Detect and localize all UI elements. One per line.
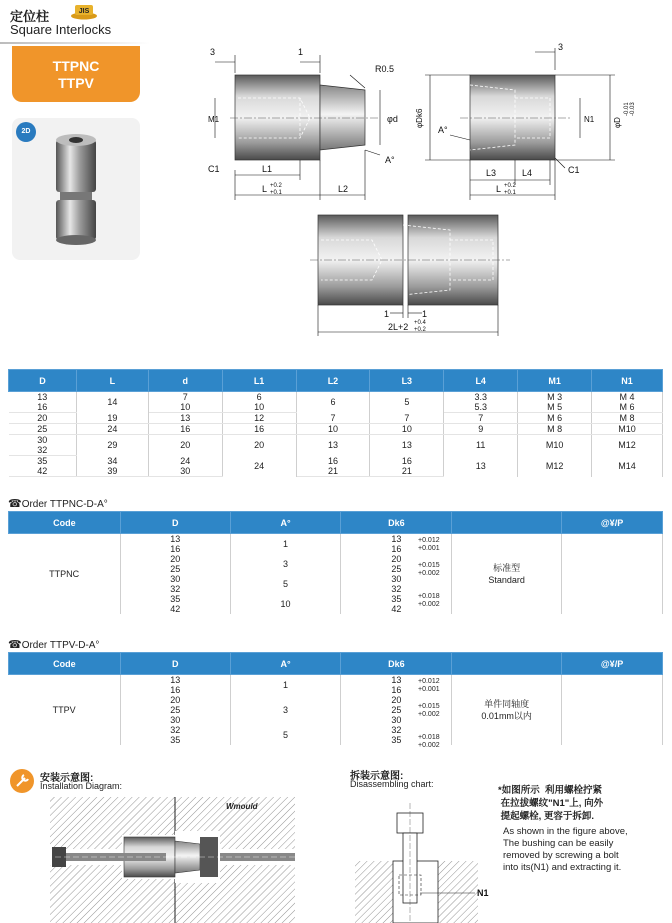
svg-text:φD: φD xyxy=(613,117,622,128)
table-cell: 3 xyxy=(230,554,341,574)
col-header: M1 xyxy=(518,370,592,392)
table-cell: 13 xyxy=(9,392,77,403)
table-cell: 30 xyxy=(341,574,452,584)
table-cell: 42 xyxy=(341,604,452,614)
col-header: @¥/P xyxy=(562,653,663,675)
table-cell: 20 xyxy=(120,695,230,705)
table-row xyxy=(9,456,663,467)
svg-text:L2: L2 xyxy=(338,184,349,194)
table-row xyxy=(9,413,663,424)
disassembly-diagram xyxy=(350,793,500,923)
table-cell: 32 xyxy=(341,725,452,735)
table-cell: 25 xyxy=(341,705,452,715)
col-header: L3 xyxy=(370,370,444,392)
table-cell: 单件同轴度 0.01mm以内 xyxy=(452,675,562,746)
table-cell: 19 xyxy=(76,413,148,424)
svg-text:1: 1 xyxy=(422,309,428,319)
table-cell: 25 xyxy=(120,564,230,574)
table-cell: 35 xyxy=(120,735,230,745)
table-cell: 7 xyxy=(148,392,222,403)
svg-text:L: L xyxy=(496,184,502,194)
table-cell: 20 xyxy=(120,554,230,564)
table-cell: 16 xyxy=(120,685,230,695)
phone-icon: ☎ xyxy=(8,498,22,510)
table-cell: 42 xyxy=(120,604,230,614)
disassembly-note-en: As shown in the figure above, The bushing can be easily removed by screwing a bolt into its(N1) and extracting it. xyxy=(503,826,628,873)
svg-text:1: 1 xyxy=(298,47,304,57)
table-cell: 13 xyxy=(148,413,222,424)
table-cell: 13 xyxy=(341,675,452,686)
phone-icon: ☎ xyxy=(8,639,22,651)
svg-text:A°: A° xyxy=(385,155,395,165)
svg-text:-0.03: -0.03 xyxy=(630,102,636,116)
table-cell: 30 xyxy=(341,715,452,725)
table-cell: 13 xyxy=(120,675,230,686)
installation-title-en: Installation Diagram: xyxy=(40,781,123,791)
table-cell: 9 xyxy=(444,424,518,435)
tolerance-group-3: +0.018 +0.002 xyxy=(418,734,440,749)
table-cell: 11 xyxy=(444,435,518,456)
order-label-ttpv: ☎Order TTPV-D-A° xyxy=(8,639,100,651)
col-header: Dk6 xyxy=(341,512,452,534)
table-cell: 25 xyxy=(120,705,230,715)
svg-text:+0.2: +0.2 xyxy=(504,183,516,189)
badge-2d: 2D xyxy=(16,122,36,142)
col-header: D xyxy=(9,370,77,392)
table-cell: 16 xyxy=(222,424,296,435)
jis-logo xyxy=(70,2,98,20)
svg-text:R0.5: R0.5 xyxy=(375,64,395,74)
svg-text:-0.01: -0.01 xyxy=(624,102,630,116)
svg-text:+0.1: +0.1 xyxy=(270,190,282,196)
disassembly-title-en: Disassembling chart: xyxy=(350,779,434,789)
table-cell: 6 xyxy=(222,392,296,403)
table-cell: 32 xyxy=(9,445,77,456)
male-part-view xyxy=(230,75,380,160)
table-cell: 6 xyxy=(296,392,370,413)
table-cell: 35 xyxy=(341,594,452,604)
table-cell: 30 xyxy=(148,466,222,477)
table-cell: 42 xyxy=(9,466,77,477)
table-cell: 7 xyxy=(296,413,370,424)
col-header: A° xyxy=(230,512,341,534)
col-header: A° xyxy=(230,653,341,675)
assembled-view xyxy=(310,215,510,305)
table-cell: 24 xyxy=(76,424,148,435)
order-table-ttpv xyxy=(8,652,663,745)
col-header: L4 xyxy=(444,370,518,392)
table-row xyxy=(9,424,663,435)
title-en: Square Interlocks xyxy=(10,22,112,37)
table-cell: 34 xyxy=(76,456,148,467)
table-cell: M12 xyxy=(592,435,663,456)
col-header: L1 xyxy=(222,370,296,392)
table-cell: 35 xyxy=(120,594,230,604)
table-cell: M 6 xyxy=(592,402,663,413)
svg-text:C1: C1 xyxy=(208,164,220,174)
table-cell: 39 xyxy=(76,466,148,477)
table-cell: 13 xyxy=(341,534,452,545)
svg-text:M1: M1 xyxy=(208,115,220,124)
table-header-row xyxy=(9,370,663,392)
col-header: Code xyxy=(9,512,121,534)
table-cell: 16 xyxy=(341,544,452,554)
col-header: @¥/P xyxy=(562,512,663,534)
svg-text:JIS: JIS xyxy=(78,8,90,15)
col-header: N1 xyxy=(592,370,663,392)
table-cell: TTPV xyxy=(9,675,121,746)
table-cell: M10 xyxy=(592,424,663,435)
col-header: Code xyxy=(9,653,121,675)
title-cn: 定位柱 xyxy=(10,9,50,24)
svg-text:L3: L3 xyxy=(486,168,497,178)
order-label-ttpnc: ☎Order TTPNC-D-A° xyxy=(8,498,108,510)
table-cell: 7 xyxy=(444,413,518,424)
svg-text:Wmould: Wmould xyxy=(226,802,258,811)
table-cell: 25 xyxy=(341,564,452,574)
table-cell: 16 xyxy=(9,402,77,413)
table-cell: 21 xyxy=(370,466,444,477)
col-header: D xyxy=(120,653,230,675)
table-cell: 24 xyxy=(222,456,296,477)
table-cell: 35 xyxy=(9,456,77,467)
table-row xyxy=(9,534,663,545)
svg-text:L4: L4 xyxy=(522,168,533,178)
svg-text:N1: N1 xyxy=(584,115,595,124)
disassembly-title-cn: 拆装示意图: xyxy=(350,771,404,782)
svg-text:+0.1: +0.1 xyxy=(504,190,516,196)
wrench-icon xyxy=(10,769,34,793)
table-cell: 13 xyxy=(296,435,370,456)
table-row xyxy=(9,675,663,686)
price-cell xyxy=(562,675,663,746)
table-cell: 12 xyxy=(222,413,296,424)
table-cell: 3 xyxy=(230,695,341,725)
table-cell: 10 xyxy=(230,594,341,614)
svg-text:3: 3 xyxy=(558,42,564,52)
svg-text:1: 1 xyxy=(384,309,390,319)
col-header: Dk6 xyxy=(341,653,452,675)
table-cell: 20 xyxy=(9,413,77,424)
table-row xyxy=(9,392,663,403)
tolerance-group-1: +0.012 +0.001 xyxy=(418,678,440,693)
svg-text:2L+2: 2L+2 xyxy=(388,322,409,332)
table-cell: M 8 xyxy=(518,424,592,435)
table-cell: 30 xyxy=(120,715,230,725)
col-header: d xyxy=(148,370,222,392)
svg-text:φDk6: φDk6 xyxy=(415,108,424,128)
dimension-table xyxy=(8,369,663,477)
tolerance-group-2: +0.015 +0.002 xyxy=(418,562,440,577)
table-cell: M 3 xyxy=(518,392,592,403)
table-cell: 10 xyxy=(222,402,296,413)
tolerance-group-2: +0.015 +0.002 xyxy=(418,703,440,718)
tolerance-group-1: +0.012 +0.001 xyxy=(418,537,440,552)
svg-text:3: 3 xyxy=(210,47,216,57)
model-name-1: TTPNC xyxy=(52,58,100,74)
svg-text:φd: φd xyxy=(387,114,398,124)
price-cell xyxy=(562,534,663,615)
table-cell: 16 xyxy=(370,456,444,467)
svg-text:+0.4: +0.4 xyxy=(414,320,426,326)
col-header: L xyxy=(76,370,148,392)
technical-drawing xyxy=(150,40,670,340)
table-cell: 16 xyxy=(296,456,370,467)
table-cell: 21 xyxy=(296,466,370,477)
header-divider xyxy=(0,42,150,44)
table-cell: M 6 xyxy=(518,413,592,424)
table-cell: 30 xyxy=(9,435,77,446)
table-header-row xyxy=(9,512,663,534)
installation-title-cn: 安装示意图: xyxy=(40,773,94,784)
col-header xyxy=(452,653,562,675)
table-cell: 5 xyxy=(230,725,341,745)
table-cell: 10 xyxy=(296,424,370,435)
table-cell: 14 xyxy=(76,392,148,413)
table-cell: 25 xyxy=(9,424,77,435)
svg-text:N1: N1 xyxy=(477,888,489,898)
tolerance-group-3: +0.018 +0.002 xyxy=(418,593,440,608)
table-cell: 7 xyxy=(370,413,444,424)
table-cell: 24 xyxy=(148,456,222,467)
table-cell: M10 xyxy=(518,435,592,456)
table-cell: 16 xyxy=(148,424,222,435)
table-cell: M12 xyxy=(518,456,592,477)
table-cell: 1 xyxy=(230,534,341,555)
table-header-row xyxy=(9,653,663,675)
svg-text:A°: A° xyxy=(438,125,448,135)
col-header xyxy=(452,512,562,534)
table-cell: 32 xyxy=(341,584,452,594)
svg-text:C1: C1 xyxy=(568,165,580,175)
table-cell: 1 xyxy=(230,675,341,696)
table-cell: 13 xyxy=(444,456,518,477)
disassembly-note-cn: *如图所示 利用螺栓拧紧 在拉拔螺纹"N1"上, 向外 提起螺栓, 更容于拆卸. xyxy=(498,785,604,822)
table-row xyxy=(9,435,663,446)
table-cell: 10 xyxy=(370,424,444,435)
table-cell: 29 xyxy=(76,435,148,456)
table-cell: 20 xyxy=(148,435,222,456)
model-name-2: TTPV xyxy=(58,75,94,91)
table-cell: 3.3 xyxy=(444,392,518,403)
table-cell: 10 xyxy=(148,402,222,413)
table-cell: 20 xyxy=(341,554,452,564)
table-cell: 16 xyxy=(341,685,452,695)
svg-text:L: L xyxy=(262,184,268,194)
table-cell: 35 xyxy=(341,735,452,745)
table-cell: M14 xyxy=(592,456,663,477)
col-header: D xyxy=(120,512,230,534)
table-cell: M 4 xyxy=(592,392,663,403)
model-badge xyxy=(12,46,140,102)
svg-text:L1: L1 xyxy=(262,164,273,174)
table-cell: 16 xyxy=(120,544,230,554)
table-cell: M 5 xyxy=(518,402,592,413)
svg-text:+0.2: +0.2 xyxy=(270,183,282,189)
table-cell: 20 xyxy=(222,435,296,456)
female-part-view xyxy=(460,75,570,160)
table-cell: TTPNC xyxy=(9,534,121,615)
col-header: L2 xyxy=(296,370,370,392)
svg-text:+0.2: +0.2 xyxy=(414,327,426,333)
table-cell: 标准型 Standard xyxy=(452,534,562,615)
order-table-ttpnc xyxy=(8,511,663,614)
table-cell: 32 xyxy=(120,725,230,735)
installation-diagram xyxy=(40,797,300,923)
table-cell: 13 xyxy=(370,435,444,456)
table-cell: 30 xyxy=(120,574,230,584)
table-cell: 5.3 xyxy=(444,402,518,413)
table-cell: 13 xyxy=(120,534,230,545)
table-cell: 20 xyxy=(341,695,452,705)
table-cell: 5 xyxy=(370,392,444,413)
table-cell: M 8 xyxy=(592,413,663,424)
table-cell: 32 xyxy=(120,584,230,594)
table-cell: 5 xyxy=(230,574,341,594)
